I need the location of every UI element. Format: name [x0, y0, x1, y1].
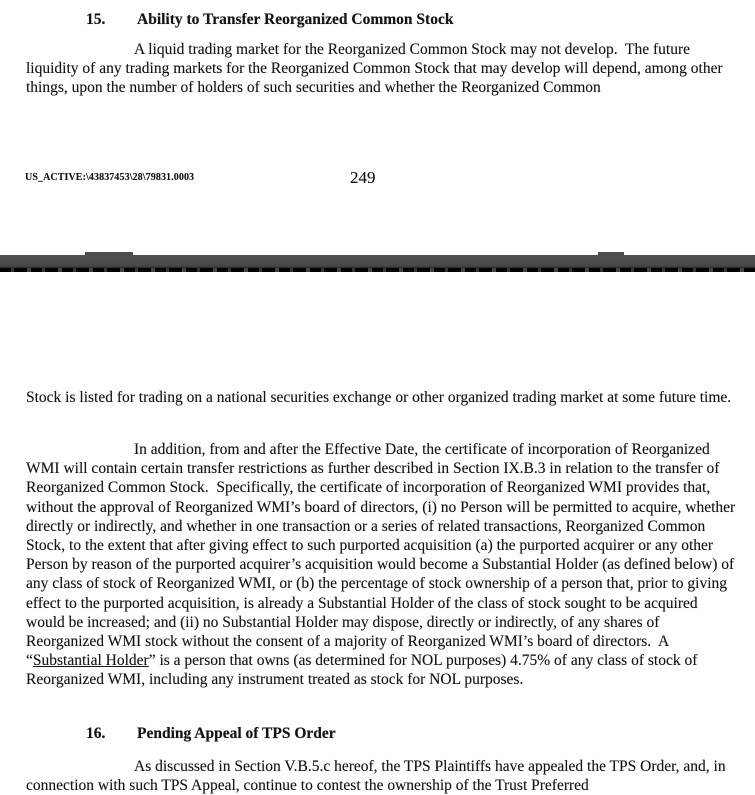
section-16-heading	[86, 724, 726, 743]
section-16-number: 16.	[86, 725, 106, 742]
page1-paragraph: A liquid trading market for the Reorganized Common Stock may not develop. The future liquidity of any trading markets for the Reorganized Common Stock that may develop will depend, among other things, upon the number of holders of such securities and whether the Reorganized Common	[26, 41, 727, 97]
scanned-page-2-top	[0, 272, 755, 795]
page-number: 249	[350, 168, 376, 187]
paragraph-2-text-after: ” is a person that owns (as determined for NOL purposes) 4.75% of any class of stock of Reorganized WMI, including any instrument treated as stock for NOL purposes.	[26, 652, 702, 689]
defined-term-substantial-holder: Substantial Holder	[32, 652, 149, 670]
page-break-scan-artifact	[0, 255, 755, 272]
section-15-number: 15.	[86, 11, 106, 28]
page2-paragraph-3: As discussed in Section V.B.5.c hereof, the TPS Plaintiffs have appealed the TPS Order, and, in connection with such TPS Appeal, continue to contest the ownership of the Trust Preferred	[26, 758, 730, 795]
section-15-heading	[86, 10, 726, 29]
scan-speck	[598, 252, 624, 255]
page2-paragraph-2	[26, 440, 738, 690]
section-15-title: Ability to Transfer Reorganized Common Stock	[137, 11, 454, 28]
section-16-title: Pending Appeal of TPS Order	[137, 725, 336, 742]
document-control-number: US_ACTIVE:\43837453\28\79831.0003	[25, 172, 195, 183]
scanned-page-1-bottom	[0, 0, 755, 255]
page2-paragraph-1: Stock is listed for trading on a national securities exchange or other organized trading market at some future time.	[26, 389, 732, 406]
paragraph-2-text-before: In addition, from and after the Effective Date, the certificate of incorporation of Reorganized WMI will contain certain transfer restrictions as further described in Section IX.B.3 in relation to the transfer of Reorganized Common Stock. Specifically, the certificate of incorporation of Reorganized WMI provides that, without the approval of Reorganized WMI’s board of directors, (i) no Person will be permitted to acquire, whether directly or indirectly, and whether in one transaction or a series of related transactions, Reorganized Common Stock, to the extent that after giving effect to such purported acquisition (a) the purported acquirer or any other Person by reason of the purported acquirer’s acquisition would become a Substantial Holder (as defined below) of any class of stock of Reorganized WMI, or (b) the percentage of stock ownership of a person that, prior to giving effect to the purported acquisition, is already a Substantial Holder of the class of stock sought to be acquired would be increased; and (ii) no Substantial Holder may dispose, directly or indirectly, of any shares of Reorganized WMI stock without the consent of a majority of Reorganized WMI’s board of directors. A “	[26, 441, 740, 670]
scan-speck	[85, 252, 133, 255]
